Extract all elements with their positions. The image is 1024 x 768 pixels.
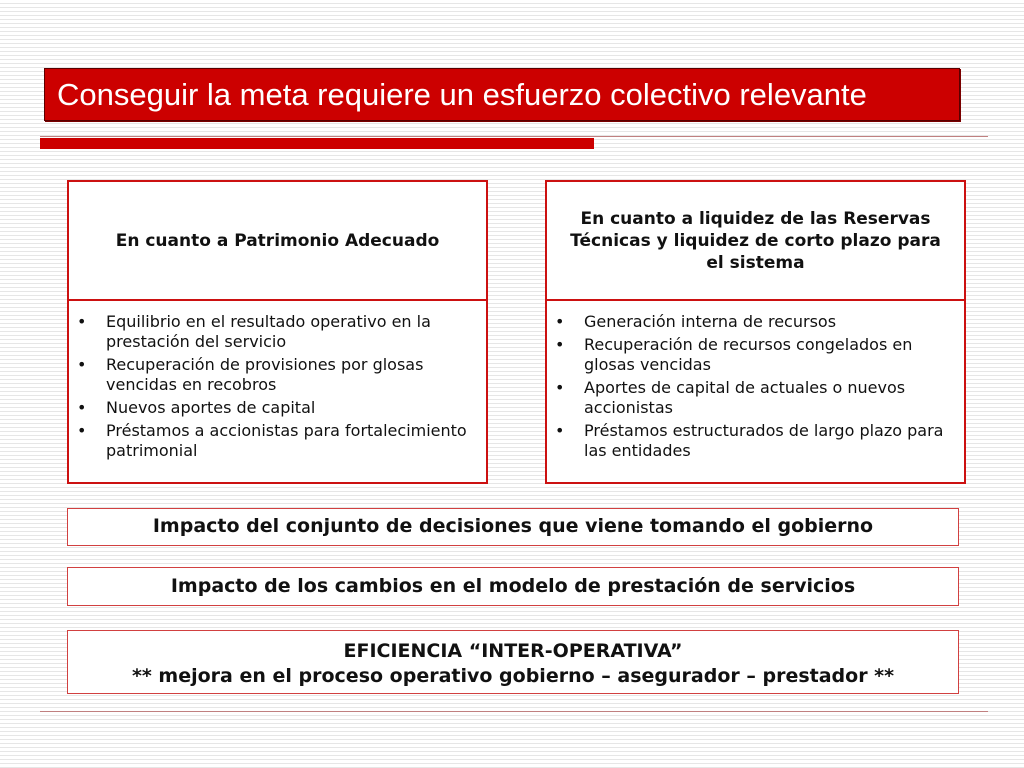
bullet-list (69, 312, 486, 464)
divider-thin-top (40, 136, 988, 137)
banner-impact-model: Impacto de los cambios en el modelo de prestación de servicios (67, 567, 959, 606)
divider-red-bar (40, 138, 594, 149)
card-header (69, 182, 486, 301)
slide-title: Conseguir la meta requiere un esfuerzo colectivo relevante (57, 77, 867, 112)
card-liquidez (545, 180, 966, 484)
card-header (547, 182, 964, 301)
list-item: • Recuperación de recursos congelados en glosas vencidas (547, 335, 954, 375)
card-patrimonio (67, 180, 488, 484)
list-item: • Equilibrio en el resultado operativo en la prestación del servicio (69, 312, 476, 352)
bullet-list (547, 312, 964, 464)
list-item: • Préstamos estructurados de largo plazo para las entidades (547, 421, 954, 461)
efficiency-subtitle: ** mejora en el proceso operativo gobierno – asegurador – prestador ** (131, 665, 895, 687)
list-item: • Recuperación de provisiones por glosas vencidas en recobros (69, 355, 476, 395)
banner-impact-government: Impacto del conjunto de decisiones que viene tomando el gobierno (67, 508, 959, 546)
list-item: • Aportes de capital de actuales o nuevos accionistas (547, 378, 954, 418)
list-item: • Nuevos aportes de capital (69, 398, 476, 418)
divider-thin-bottom (40, 711, 988, 712)
card-header-text: En cuanto a liquidez de las Reservas Técnicas y liquidez de corto plazo para el sistema (570, 208, 941, 273)
efficiency-title: EFICIENCIA “INTER-OPERATIVA” (343, 640, 683, 662)
list-item: • Generación interna de recursos (547, 312, 954, 332)
card-header-text: En cuanto a Patrimonio Adecuado (115, 230, 440, 251)
title-bar (44, 68, 960, 121)
list-item: • Préstamos a accionistas para fortalecimiento patrimonial (69, 421, 476, 461)
banner-efficiency (67, 630, 959, 694)
